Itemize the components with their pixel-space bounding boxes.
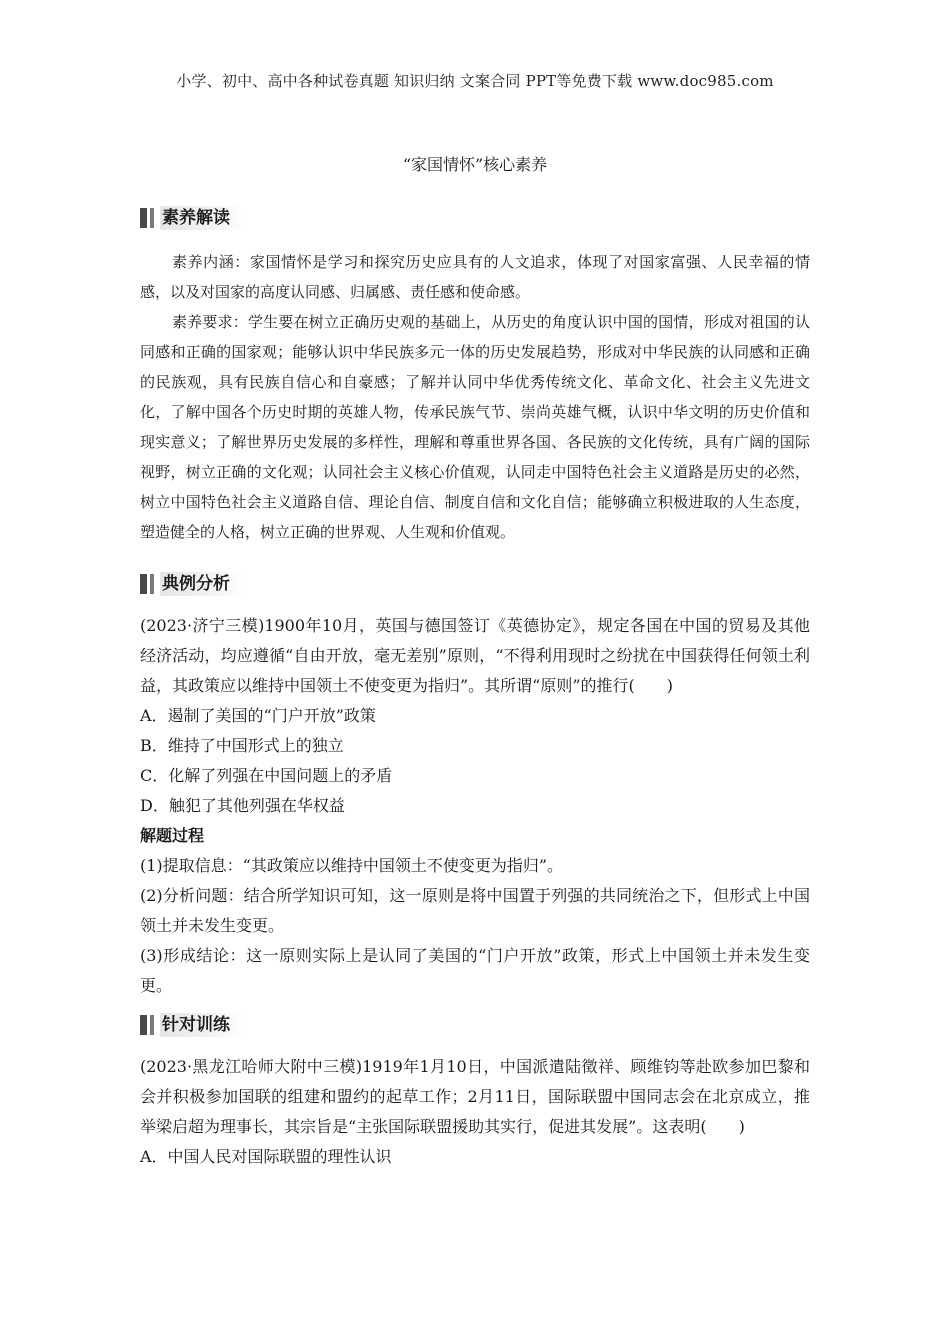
page-title: “家国情怀”核心素养	[402, 155, 548, 174]
section-heading	[140, 205, 810, 231]
example-question: (2023·济宁三模)1900年10月，英国与德国签订《英德协定》，规定各国在中国的贸易及其他经济活动，均应遵循“自由开放，毫无差别”原则，“不得利用现时之纷扰在中国获得任何领土利益，其政策应以维持中国领土不使变更为指归”。其所谓“原则”的推行( )	[140, 616, 810, 695]
step-2: (2)分析问题：结合所学知识可知，这一原则是将中国置于列强的共同统治之下，但形式上中国领土并未发生变更。	[140, 886, 810, 935]
section-heading	[140, 571, 810, 597]
section-heading-label: 针对训练	[160, 1013, 244, 1037]
section-marker-icon	[140, 574, 154, 594]
literacy-requirements: 素养要求：学生要在树立正确历史观的基础上，从历史的角度认识中国的国情，形成对祖国的认同感和正确的国家观；能够认识中华民族多元一体的历史发展趋势，形成对中华民族的认同感和正确的民族观，具有民族自信心和自豪感；了解并认同中华优秀传统文化、革命文化、社会主义先进文化，了解中国各个历史时期的英雄人物，传承民族气节、崇尚英雄气概，认识中华文明的历史价值和现实意义；了解世界历史发展的多样性，理解和尊重世界各国、各民族的文化传统，具有广阔的国际视野，树立正确的文化观；认同社会主义核心价值观，认同走中国特色社会主义道路是历史的必然，树立中国特色社会主义道路自信、理论自信、制度自信和文化自信；能够确立积极进取的人生态度，塑造健全的人格，树立正确的世界观、人生观和价值观。	[140, 313, 810, 541]
option-d: D．触犯了其他列强在华权益	[140, 796, 345, 815]
section-literacy	[140, 205, 810, 547]
section-marker-icon	[140, 208, 154, 228]
section-heading-label: 素养解读	[160, 206, 244, 230]
option-c: C．化解了列强在中国问题上的矛盾	[140, 766, 393, 785]
step-1: (1)提取信息：“其政策应以维持中国领土不使变更为指归”。	[140, 856, 564, 875]
step-3: (3)形成结论：这一原则实际上是认同了美国的“门户开放”政策，形式上中国领土并未发生变更。	[140, 946, 810, 995]
literacy-connotation: 素养内涵：家国情怀是学习和探究历史应具有的人文追求，体现了对国家富强、人民幸福的情感，以及对国家的高度认同感、归属感、责任感和使命感。	[140, 253, 810, 301]
practice-question: (2023·黑龙江哈师大附中三模)1919年1月10日，中国派遣陆徵祥、顾维钧等赴欧参加巴黎和会并积极参加国联的组建和盟约的起草工作；2月11日，国际联盟中国同志会在北京成立，推举梁启超为理事长，其宗旨是“主张国际联盟援助其实行，促进其发展”。这表明( )	[140, 1057, 810, 1136]
section-practice	[140, 1012, 810, 1172]
option-a: A．遏制了美国的“门户开放”政策	[140, 706, 376, 725]
section-example	[140, 571, 810, 1001]
section-heading	[140, 1012, 810, 1038]
option-a: A．中国人民对国际联盟的理性认识	[140, 1147, 392, 1166]
page-header: 小学、初中、高中各种试卷真题 知识归纳 文案合同 PPT等免费下载 www.doc985.com	[176, 72, 774, 90]
section-marker-icon	[140, 1015, 154, 1035]
option-b: B．维持了中国形式上的独立	[140, 736, 344, 755]
process-title: 解题过程	[140, 826, 205, 845]
section-heading-label: 典例分析	[160, 572, 244, 596]
